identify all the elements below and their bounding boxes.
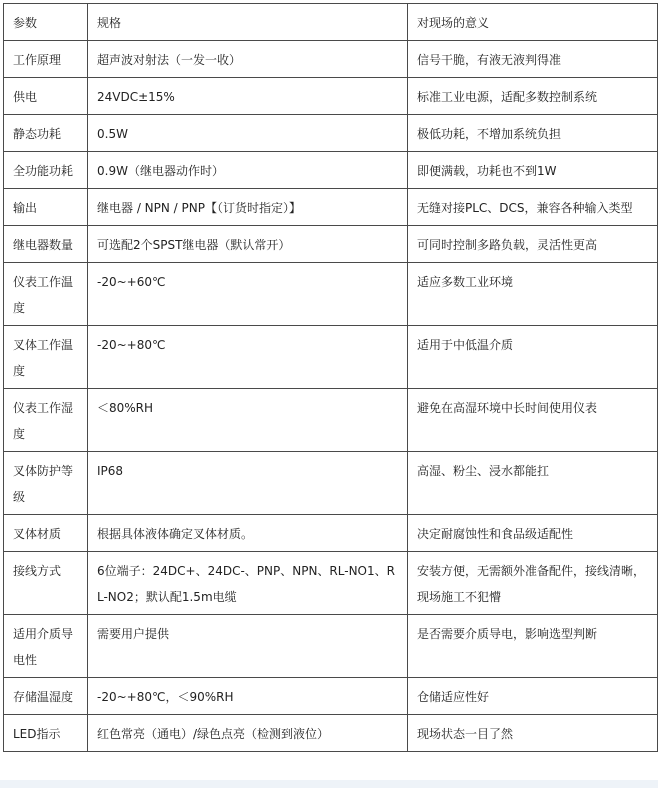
significance-cell: 安装方便，无需额外准备配件，接线清晰，现场施工不犯懵 bbox=[408, 552, 658, 615]
table-row bbox=[4, 715, 658, 752]
table-row bbox=[4, 452, 658, 515]
significance-cell: 即便满载，功耗也不到1W bbox=[408, 152, 658, 189]
spec-cell: -20~+60℃ bbox=[88, 263, 408, 326]
parameter-cell: 仪表工作湿度 bbox=[4, 389, 88, 452]
significance-cell: 现场状态一目了然 bbox=[408, 715, 658, 752]
parameter-cell: 输出 bbox=[4, 189, 88, 226]
table-row bbox=[4, 152, 658, 189]
table-row bbox=[4, 389, 658, 452]
significance-cell: 适应多数工业环境 bbox=[408, 263, 658, 326]
spec-cell: IP68 bbox=[88, 452, 408, 515]
header-parameter: 参数 bbox=[4, 4, 88, 41]
header-specification: 规格 bbox=[88, 4, 408, 41]
spec-cell: 红色常亮（通电）/绿色点亮（检测到液位） bbox=[88, 715, 408, 752]
significance-cell: 可同时控制多路负载，灵活性更高 bbox=[408, 226, 658, 263]
spec-table-body bbox=[4, 4, 658, 752]
significance-cell: 高湿、粉尘、浸水都能扛 bbox=[408, 452, 658, 515]
parameter-cell: 接线方式 bbox=[4, 552, 88, 615]
table-header-row bbox=[4, 4, 658, 41]
spec-cell: ＜80%RH bbox=[88, 389, 408, 452]
page-bottom-strip bbox=[0, 780, 658, 788]
significance-cell: 标准工业电源，适配多数控制系统 bbox=[408, 78, 658, 115]
table-row bbox=[4, 326, 658, 389]
spec-cell: 继电器 / NPN / PNP【（订货时指定）】 bbox=[88, 189, 408, 226]
parameter-cell: 叉体材质 bbox=[4, 515, 88, 552]
significance-cell: 决定耐腐蚀性和食品级适配性 bbox=[408, 515, 658, 552]
parameter-cell: 存储温湿度 bbox=[4, 678, 88, 715]
table-row bbox=[4, 78, 658, 115]
parameter-cell: 全功能功耗 bbox=[4, 152, 88, 189]
parameter-cell: LED指示 bbox=[4, 715, 88, 752]
parameter-cell: 静态功耗 bbox=[4, 115, 88, 152]
table-row bbox=[4, 226, 658, 263]
significance-cell: 极低功耗，不增加系统负担 bbox=[408, 115, 658, 152]
table-row bbox=[4, 615, 658, 678]
significance-cell: 信号干脆，有液无液判得准 bbox=[408, 41, 658, 78]
parameter-cell: 叉体工作温度 bbox=[4, 326, 88, 389]
parameter-cell: 供电 bbox=[4, 78, 88, 115]
spec-table bbox=[3, 3, 658, 752]
significance-cell: 无缝对接PLC、DCS，兼容各种输入类型 bbox=[408, 189, 658, 226]
header-significance: 对现场的意义 bbox=[408, 4, 658, 41]
table-row bbox=[4, 41, 658, 78]
spec-cell: 0.9W（继电器动作时） bbox=[88, 152, 408, 189]
spec-cell: -20~+80℃ bbox=[88, 326, 408, 389]
significance-cell: 适用于中低温介质 bbox=[408, 326, 658, 389]
spec-cell: 需要用户提供 bbox=[88, 615, 408, 678]
table-row bbox=[4, 263, 658, 326]
table-row bbox=[4, 189, 658, 226]
significance-cell: 避免在高湿环境中长时间使用仪表 bbox=[408, 389, 658, 452]
spec-cell: 根据具体液体确定叉体材质。 bbox=[88, 515, 408, 552]
spec-cell: 6位端子：24DC+、24DC-、PNP、NPN、RL-NO1、RL-NO2；默认配1.5m电缆 bbox=[88, 552, 408, 615]
significance-cell: 仓储适应性好 bbox=[408, 678, 658, 715]
table-row bbox=[4, 515, 658, 552]
parameter-cell: 适用介质导电性 bbox=[4, 615, 88, 678]
spec-cell: 0.5W bbox=[88, 115, 408, 152]
table-row bbox=[4, 678, 658, 715]
parameter-cell: 继电器数量 bbox=[4, 226, 88, 263]
parameter-cell: 工作原理 bbox=[4, 41, 88, 78]
parameter-cell: 叉体防护等级 bbox=[4, 452, 88, 515]
table-row bbox=[4, 552, 658, 615]
spec-cell: -20~+80℃，＜90%RH bbox=[88, 678, 408, 715]
significance-cell: 是否需要介质导电，影响选型判断 bbox=[408, 615, 658, 678]
spec-cell: 可选配2个SPST继电器（默认常开） bbox=[88, 226, 408, 263]
table-row bbox=[4, 115, 658, 152]
parameter-cell: 仪表工作温度 bbox=[4, 263, 88, 326]
spec-cell: 超声波对射法（一发一收） bbox=[88, 41, 408, 78]
spec-cell: 24VDC±15% bbox=[88, 78, 408, 115]
